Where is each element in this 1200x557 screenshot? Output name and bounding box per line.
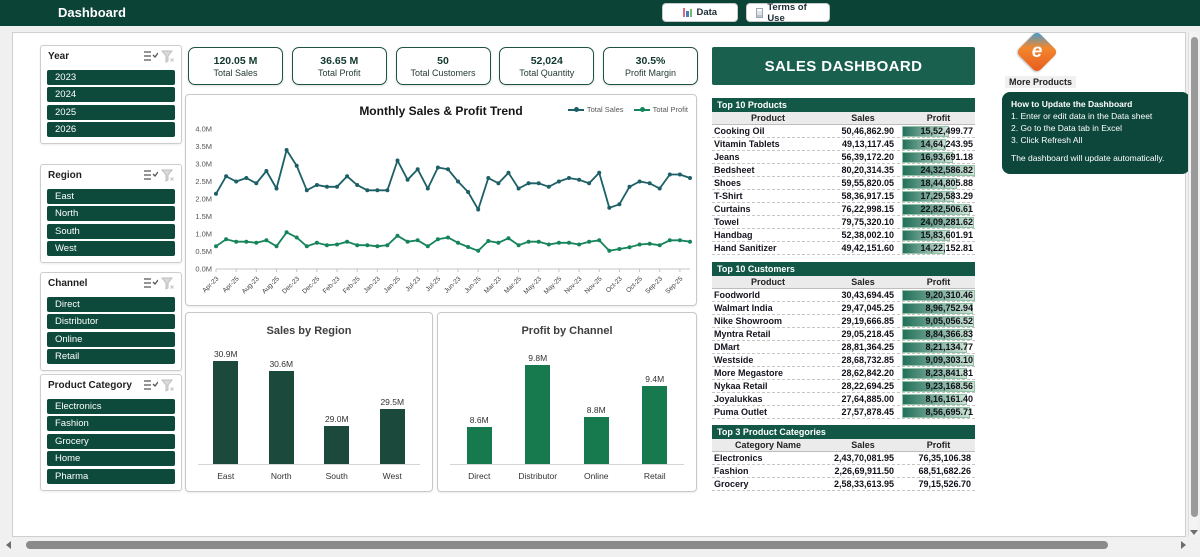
info-line: 3. Click Refresh All — [1011, 134, 1083, 145]
bar-data-label: 29.0M — [324, 414, 349, 424]
cell-profit — [902, 478, 975, 490]
slicer-channel — [40, 272, 182, 371]
cell-sales: 27,57,878.45 — [841, 407, 894, 417]
svg-text:Aug-23: Aug-23 — [240, 275, 261, 296]
cell-profit — [902, 452, 975, 464]
svg-text:Oct-23: Oct-23 — [604, 275, 624, 295]
data-button[interactable] — [662, 3, 738, 22]
svg-text:Apr-25: Apr-25 — [221, 275, 241, 295]
cell-sales: 28,68,732.85 — [841, 355, 894, 365]
kpi-value: 52,024 — [530, 54, 563, 67]
slicer-item-2024[interactable]: 2024 — [47, 87, 175, 102]
bar — [467, 427, 492, 464]
table-row — [712, 289, 975, 302]
table-row — [712, 341, 975, 354]
profit-value: 22,82,506.61 — [920, 204, 973, 214]
bar-category-label: South — [325, 471, 348, 481]
slicer-item-west[interactable]: West — [47, 241, 175, 256]
cell-profit — [902, 229, 975, 241]
slicer-item-pharma[interactable]: Pharma — [47, 469, 175, 484]
svg-text:Jan-25: Jan-25 — [382, 275, 402, 295]
bar-category-axis — [450, 471, 684, 481]
svg-text:Jul-25: Jul-25 — [424, 275, 443, 294]
kpi-card-total-customers — [396, 47, 491, 85]
slicer-item-south[interactable]: South — [47, 224, 175, 239]
table-top-10-products — [712, 98, 975, 255]
table-row — [712, 216, 975, 229]
svg-text:Dec-23: Dec-23 — [281, 275, 302, 296]
profit-value: 17,29,583.29 — [920, 191, 973, 201]
slicer-item-2025[interactable]: 2025 — [47, 105, 175, 120]
table-row — [712, 452, 975, 465]
slicer-product-category — [40, 374, 182, 491]
bar-column-west — [370, 397, 414, 464]
kpi-value: 30.5% — [635, 54, 666, 67]
svg-text:1.5M: 1.5M — [195, 212, 212, 221]
slicer-header — [41, 46, 181, 66]
svg-text:3.5M: 3.5M — [195, 142, 212, 151]
table-row — [712, 190, 975, 203]
multiselect-icon[interactable] — [143, 50, 158, 63]
vertical-scrollbar-thumb[interactable] — [1191, 37, 1198, 517]
profit-value: 9,09,303.10 — [925, 355, 973, 365]
slicer-item-2023[interactable]: 2023 — [47, 70, 175, 85]
profit-value: 14,22,152.81 — [920, 243, 973, 253]
legend-label: Total Profit — [652, 105, 688, 114]
svg-text:4.0M: 4.0M — [195, 124, 212, 134]
bar — [380, 409, 405, 464]
svg-text:Feb-23: Feb-23 — [321, 275, 342, 296]
cell-profit — [902, 164, 975, 176]
bar-column-north — [259, 359, 303, 464]
cell-name: Fashion — [714, 466, 749, 476]
horizontal-scrollbar[interactable] — [0, 539, 1200, 551]
bar-data-label: 9.4M — [645, 374, 665, 384]
cell-name: Jeans — [714, 152, 740, 162]
cell-profit — [902, 216, 975, 228]
multiselect-icon[interactable] — [143, 169, 158, 182]
bar-plot-area — [198, 343, 420, 465]
slicer-header — [41, 375, 181, 395]
cell-profit — [902, 289, 975, 301]
svg-text:Jun-23: Jun-23 — [443, 275, 463, 295]
cell-sales: 79,75,320.10 — [841, 217, 894, 227]
cell-sales: 52,38,002.10 — [841, 230, 894, 240]
cell-sales: 29,05,218.45 — [841, 329, 894, 339]
table-row — [712, 177, 975, 190]
cell-sales: 76,22,998.15 — [841, 204, 894, 214]
scroll-down-arrow[interactable] — [1190, 530, 1198, 535]
cell-sales: 28,62,842.20 — [841, 368, 894, 378]
svg-text:May-25: May-25 — [542, 275, 564, 296]
bar-column-distributor — [516, 353, 560, 464]
profit-value: 79,15,526.70 — [918, 479, 971, 489]
kpi-label: Profit Margin — [624, 67, 677, 78]
cell-name: Grocery — [714, 479, 749, 489]
slicer-items — [41, 395, 181, 490]
cell-sales: 29,47,045.25 — [841, 303, 894, 313]
table-row — [712, 465, 975, 478]
profit-value: 8,96,752.94 — [925, 303, 973, 313]
cell-profit — [902, 354, 975, 366]
bar — [324, 426, 349, 464]
bar-column-online — [574, 405, 618, 464]
cell-name: DMart — [714, 342, 740, 352]
slicer-region — [40, 164, 182, 263]
profit-value: 9,05,056.52 — [925, 316, 973, 326]
cell-profit — [902, 125, 975, 137]
cell-name: Westside — [714, 355, 754, 365]
svg-text:Jul-23: Jul-23 — [404, 275, 423, 294]
table-row — [712, 151, 975, 164]
cell-sales: 29,19,666.85 — [841, 316, 894, 326]
kpi-value: 120.05 M — [213, 54, 258, 67]
cell-name: Walmart India — [714, 303, 773, 313]
slicer-item-online[interactable]: Online — [47, 332, 175, 347]
chart-legend — [568, 105, 688, 114]
more-products-label: More Products — [1005, 76, 1076, 88]
profit-value: 68,51,682.26 — [918, 466, 971, 476]
bar-column-retail — [633, 374, 677, 464]
profit-value: 8,16,161.40 — [925, 394, 973, 404]
table-row — [712, 380, 975, 393]
bar-column-east — [204, 349, 248, 464]
kpi-card-total-sales — [188, 47, 283, 85]
title-bar — [0, 0, 1200, 26]
profit-value: 8,23,841.81 — [925, 368, 973, 378]
table-row — [712, 406, 975, 419]
column-header: Product — [750, 277, 785, 287]
cell-name: Shoes — [714, 178, 742, 188]
chart-title: Profit by Channel — [521, 325, 613, 337]
svg-text:Sep-25: Sep-25 — [664, 275, 685, 296]
table-header-row — [712, 276, 975, 289]
table-header-row — [712, 439, 975, 452]
slicer-title: Region — [48, 169, 82, 181]
cell-name: Puma Outlet — [714, 407, 768, 417]
slicer-item-distributor[interactable]: Distributor — [47, 314, 175, 329]
how-to-update-infobox — [1002, 92, 1190, 174]
table-row — [712, 229, 975, 242]
cell-sales: 2,58,33,613.95 — [833, 479, 894, 489]
table-header-row — [712, 112, 975, 125]
table-row — [712, 328, 975, 341]
cell-profit — [902, 315, 975, 327]
slicer-item-retail[interactable]: Retail — [47, 349, 175, 364]
legend-label: Total Sales — [586, 105, 624, 114]
bar-category-label: West — [382, 471, 402, 481]
cell-profit — [902, 190, 975, 202]
document-icon — [756, 8, 763, 18]
info-line: 1. Enter or edit data in the Data sheet — [1011, 110, 1153, 121]
profit-value: 9,20,310.46 — [925, 290, 973, 300]
profit-value: 15,52,499.77 — [920, 126, 973, 136]
chart-title: Sales by Region — [266, 325, 352, 337]
table-row — [712, 367, 975, 380]
bar-category-label: East — [217, 471, 235, 481]
sales-by-region-chart — [185, 312, 433, 492]
terms-of-use-button[interactable] — [746, 3, 830, 22]
cell-name: Nykaa Retail — [714, 381, 768, 391]
kpi-value: 36.65 M — [320, 54, 359, 67]
svg-text:Aug-25: Aug-25 — [260, 275, 281, 296]
bar-data-label: 29.5M — [380, 397, 405, 407]
profit-value: 14,64,243.95 — [920, 139, 973, 149]
slicer-header — [41, 273, 181, 293]
profit-value: 24,32,586.82 — [920, 165, 973, 175]
bar-data-label: 30.6M — [269, 359, 294, 369]
cell-sales: 59,55,820.05 — [841, 178, 894, 188]
scroll-left-arrow[interactable] — [6, 541, 11, 549]
clear-filter-icon[interactable] — [161, 277, 176, 290]
profit-value: 9,23,168.56 — [925, 381, 973, 391]
svg-text:Apr-23: Apr-23 — [201, 275, 221, 295]
cell-profit — [902, 242, 975, 254]
dashboard-banner — [712, 47, 975, 85]
cell-name: Vitamin Tablets — [714, 139, 780, 149]
cell-name: Bedsheet — [714, 165, 755, 175]
slicer-item-2026[interactable]: 2026 — [47, 122, 175, 137]
column-header: Product — [750, 113, 785, 123]
cell-name: More Megastore — [714, 368, 784, 378]
legend-entry — [634, 105, 688, 114]
cell-profit — [902, 380, 975, 392]
cell-sales: 56,39,172.20 — [841, 152, 894, 162]
cell-profit — [902, 393, 975, 405]
bar-column-south — [315, 414, 359, 464]
profit-value: 8,56,695.71 — [925, 407, 973, 417]
cell-sales: 58,36,917.15 — [841, 191, 894, 201]
table-row — [712, 242, 975, 255]
slicer-items — [41, 293, 181, 370]
bar-data-label: 9.8M — [528, 353, 548, 363]
column-header: Category Name — [734, 440, 802, 450]
bar — [525, 365, 550, 464]
svg-text:Sep-23: Sep-23 — [644, 275, 665, 296]
bar-column-direct — [457, 415, 501, 464]
svg-text:Jun-25: Jun-25 — [463, 275, 483, 295]
vertical-scrollbar[interactable] — [1188, 32, 1198, 537]
profit-value: 16,93,691.18 — [920, 152, 973, 162]
cell-name: Hand Sanitizer — [714, 243, 777, 253]
cell-profit — [902, 302, 975, 314]
table-row — [712, 138, 975, 151]
cell-profit — [902, 138, 975, 150]
cell-sales: 28,22,694.25 — [841, 381, 894, 391]
cell-profit — [902, 341, 975, 353]
svg-text:2.5M: 2.5M — [195, 177, 212, 186]
profit-value: 8,84,366.83 — [925, 329, 973, 339]
bar — [269, 371, 294, 464]
bar-category-label: Distributor — [518, 471, 558, 481]
cell-profit — [902, 151, 975, 163]
profit-value: 15,83,601.91 — [920, 230, 973, 240]
kpi-label: Total Customers — [410, 67, 476, 78]
kpi-value: 50 — [437, 54, 449, 67]
chart-title: Monthly Sales & Profit Trend — [359, 104, 523, 118]
banner-title: SALES DASHBOARD — [764, 57, 923, 75]
bar — [642, 386, 667, 464]
slicer-item-home[interactable]: Home — [47, 451, 175, 466]
multiselect-icon[interactable] — [143, 379, 158, 392]
cell-name: Electronics — [714, 453, 763, 463]
bar-category-label: North — [270, 471, 292, 481]
table-row — [712, 315, 975, 328]
kpi-card-total-quantity — [499, 47, 594, 85]
column-header: Sales — [851, 113, 875, 123]
table-row — [712, 302, 975, 315]
bar — [213, 361, 238, 464]
svg-text:Oct-25: Oct-25 — [625, 275, 644, 295]
slicer-title: Year — [48, 50, 70, 62]
slicer-title: Product Category — [48, 379, 132, 391]
profit-value: 76,35,106.38 — [918, 453, 971, 463]
svg-text:0.5M: 0.5M — [195, 247, 212, 256]
svg-text:Dec-25: Dec-25 — [301, 275, 322, 296]
table-row — [712, 125, 975, 138]
table-row — [712, 164, 975, 177]
svg-text:Jan-23: Jan-23 — [362, 275, 382, 295]
table-row — [712, 354, 975, 367]
svg-text:0.0M: 0.0M — [195, 264, 212, 274]
svg-text:2.0M: 2.0M — [195, 194, 212, 204]
scroll-right-arrow[interactable] — [1181, 541, 1186, 549]
svg-text:Feb-25: Feb-25 — [341, 275, 362, 296]
kpi-card-profit-margin — [603, 47, 698, 85]
monthly-trend-chart — [185, 94, 697, 306]
slicer-header — [41, 165, 181, 185]
cell-profit — [902, 203, 975, 215]
legend-marker-icon — [568, 109, 584, 111]
table-section-title: Top 10 Products — [712, 98, 975, 112]
profit-by-channel-chart — [437, 312, 697, 492]
kpi-label: Total Sales — [213, 67, 258, 78]
clear-filter-icon[interactable] — [161, 169, 176, 182]
cell-name: Foodworld — [714, 290, 760, 300]
clear-filter-icon[interactable] — [161, 379, 176, 392]
profit-value: 24,09,281.62 — [920, 217, 973, 227]
table-section-title: Top 3 Product Categories — [712, 425, 975, 439]
line-chart-plot — [186, 123, 696, 303]
cell-sales: 2,26,69,911.50 — [834, 466, 894, 476]
page-title: Dashboard — [58, 5, 126, 20]
kpi-row — [188, 47, 698, 85]
column-header: Sales — [851, 440, 875, 450]
slicer-items — [41, 185, 181, 262]
table-row — [712, 203, 975, 216]
cell-name: Joyalukkas — [714, 394, 763, 404]
chart-header — [186, 95, 696, 123]
table-top-3-product-categories — [712, 425, 975, 491]
slicer-item-east[interactable]: East — [47, 189, 175, 204]
slicer-item-direct[interactable]: Direct — [47, 297, 175, 312]
cell-profit — [902, 406, 975, 418]
horizontal-scrollbar-thumb[interactable] — [26, 541, 1108, 549]
column-header: Profit — [926, 440, 951, 450]
slicer-title: Channel — [48, 277, 88, 289]
column-header: Profit — [926, 113, 951, 123]
cell-profit — [902, 465, 975, 477]
kpi-label: Total Profit — [317, 67, 361, 78]
cell-sales: 49,42,151.60 — [841, 243, 894, 253]
slicer-year — [40, 45, 182, 144]
table-section-title: Top 10 Customers — [712, 262, 975, 276]
svg-text:Mar-23: Mar-23 — [483, 275, 503, 296]
svg-text:3.0M: 3.0M — [195, 159, 212, 169]
cell-sales: 28,81,364.25 — [841, 342, 894, 352]
svg-text:Nov-23: Nov-23 — [563, 275, 584, 296]
terms-button-label: Terms of Use — [767, 1, 807, 24]
cell-sales: 2,43,70,081.95 — [833, 453, 894, 463]
cell-name: Towel — [714, 217, 739, 227]
cell-sales: 50,46,862.90 — [841, 126, 894, 136]
bar-data-label: 8.6M — [469, 415, 489, 425]
info-line: The dashboard will update automatically. — [1011, 152, 1165, 163]
kpi-card-total-profit — [292, 47, 387, 85]
bar-category-label: Direct — [468, 471, 491, 481]
cell-name: T-Shirt — [714, 191, 743, 201]
legend-entry — [568, 105, 624, 114]
profit-value: 18,44,805.88 — [920, 178, 973, 188]
multiselect-icon[interactable] — [143, 277, 158, 290]
cell-profit — [902, 177, 975, 189]
bar-category-label: Retail — [643, 471, 666, 481]
logo-letter: e — [1031, 41, 1043, 62]
cell-sales: 30,43,694.45 — [841, 290, 894, 300]
cell-profit — [902, 328, 975, 340]
legend-marker-icon — [634, 109, 650, 111]
cell-name: Nike Showroom — [714, 316, 783, 326]
column-header: Sales — [851, 277, 875, 287]
bar-category-label: Online — [583, 471, 609, 481]
kpi-label: Total Quantity — [519, 67, 575, 78]
cell-name: Handbag — [714, 230, 753, 240]
cell-sales: 80,20,314.35 — [841, 165, 894, 175]
column-header: Profit — [926, 277, 951, 287]
table-top-10-customers — [712, 262, 975, 419]
slicer-item-electronics[interactable]: Electronics — [47, 399, 175, 414]
cell-name: Curtains — [714, 204, 751, 214]
info-line: How to Update the Dashboard — [1011, 99, 1133, 109]
slicer-items — [41, 66, 181, 143]
svg-text:1.0M: 1.0M — [195, 229, 212, 239]
table-row — [712, 393, 975, 406]
cell-sales: 49,13,117.45 — [841, 139, 894, 149]
svg-text:Mar-25: Mar-25 — [503, 275, 523, 296]
slicer-item-grocery[interactable]: Grocery — [47, 434, 175, 449]
svg-text:Nov-25: Nov-25 — [583, 275, 604, 296]
bar-plot-area — [450, 343, 684, 465]
clear-filter-icon[interactable] — [161, 50, 176, 63]
table-row — [712, 478, 975, 491]
slicer-item-north[interactable]: North — [47, 206, 175, 221]
svg-text:May-23: May-23 — [522, 275, 544, 296]
cell-name: Myntra Retail — [714, 329, 771, 339]
cell-sales: 27,64,885.00 — [841, 394, 894, 404]
bar-data-label: 30.9M — [213, 349, 238, 359]
cell-name: Cooking Oil — [714, 126, 765, 136]
cell-profit — [902, 367, 975, 379]
bar-data-label: 8.8M — [586, 405, 606, 415]
info-line: 2. Go to the Data tab in Excel — [1011, 122, 1123, 133]
chart-icon — [683, 8, 693, 17]
profit-value: 8,21,134.77 — [925, 342, 973, 352]
data-button-label: Data — [696, 7, 718, 18]
bar — [584, 417, 609, 464]
bar-category-axis — [198, 471, 420, 481]
slicer-item-fashion[interactable]: Fashion — [47, 416, 175, 431]
